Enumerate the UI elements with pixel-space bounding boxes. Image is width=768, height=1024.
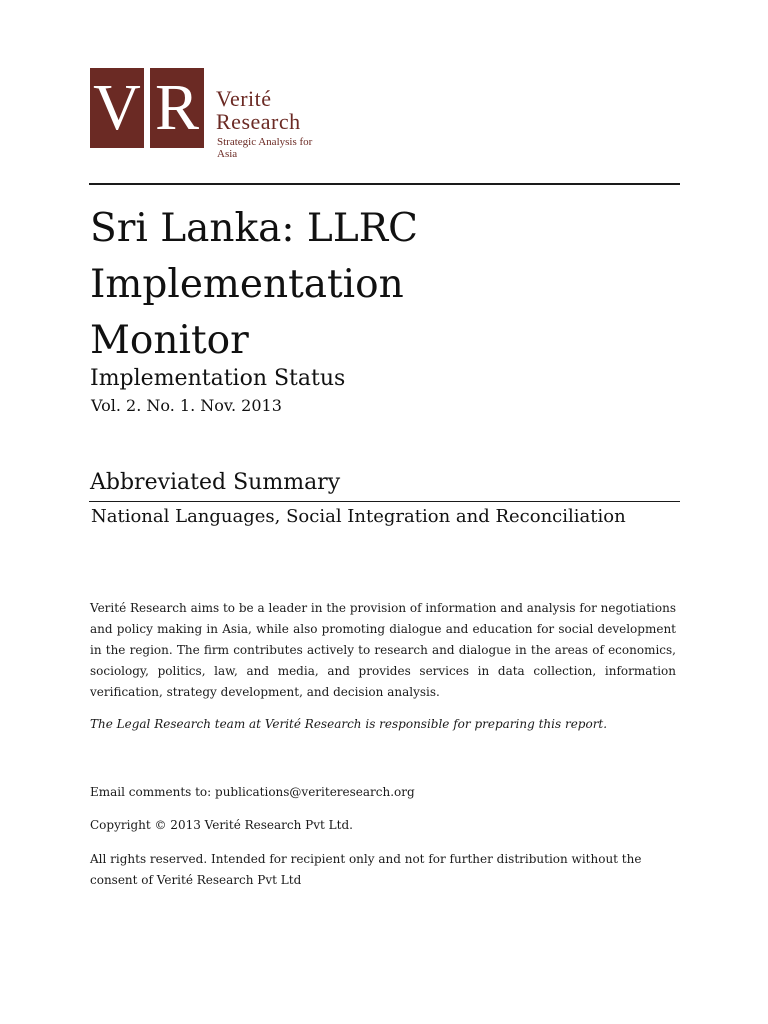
about-paragraph: Verité Research aims to be a leader in the provision of information and analysis for negotiations and policy making in Asia, while also promoting dialogue and education for social development in the region. The firm contributes actively to research and dialogue in the areas of economics, sociology, politics, law, and media, and provides services in data collection, information verification, strategy development, and decision analysis. <box>90 601 676 699</box>
team-note: The Legal Research team at Verité Research is responsible for preparing this report. <box>90 717 608 731</box>
verite-research-logo <box>90 68 330 160</box>
title-line-3: Monitor <box>90 318 249 363</box>
report-title <box>90 201 650 369</box>
top-divider <box>89 183 680 185</box>
logo-letter-v: V <box>90 68 144 148</box>
email-line: Email comments to: publications@veriteresearch.org <box>90 785 415 799</box>
summary-heading: Abbreviated Summary <box>90 470 341 495</box>
title-line-1: Sri Lanka: LLRC <box>90 206 418 251</box>
rights-notice: All rights reserved. Intended for recipient only and not for further distribution without the consent of Verité Research Pvt Ltd <box>90 852 642 887</box>
logo-tagline: Strategic Analysis for Asia <box>217 136 313 160</box>
logo-name-line1: Verité <box>216 86 272 111</box>
copyright-line: Copyright © 2013 Verité Research Pvt Ltd. <box>90 818 353 832</box>
title-line-2: Implementation <box>90 262 404 307</box>
report-subtitle: Implementation Status <box>90 366 346 391</box>
summary-subheading: National Languages, Social Integration and Reconciliation <box>91 506 626 527</box>
summary-divider <box>89 501 680 502</box>
volume-issue: Vol. 2. No. 1. Nov. 2013 <box>91 396 282 415</box>
logo-name-line2: Research <box>216 109 301 134</box>
logo-letter-r: R <box>150 68 204 148</box>
